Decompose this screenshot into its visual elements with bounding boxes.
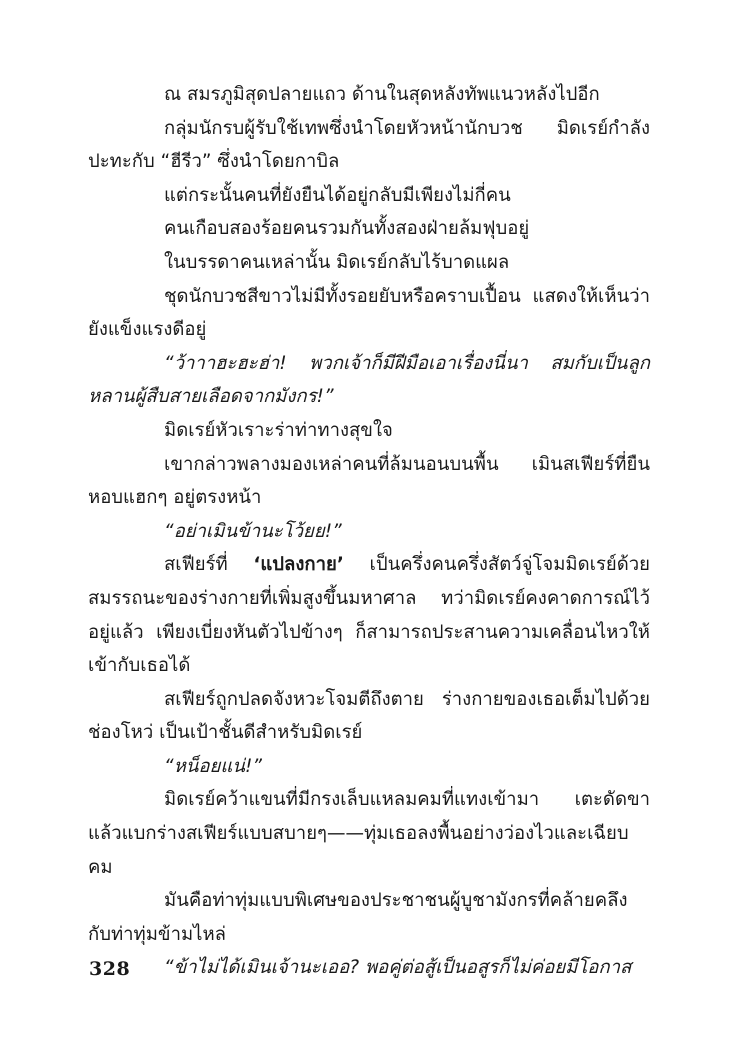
paragraph-text: สเฟียร์ที่ [164,554,254,576]
dialogue-paragraph: “หน็อยแน่!” [164,755,262,777]
paragraph: สเฟียร์ถูกปลดจังหวะโจมตีถึงตาย ร่างกายของเธอเต็มไปด้วยช่องโหว่ เป็นเป้าชั้นดีสำหรับมิดเรย์ [88,688,650,744]
dialogue-paragraph: “ว้าาาฮะฮะฮ่า! พวกเจ้าก็มีฝีมือเอาเรื่องนี่นา สมกับเป็นลูกหลานผู้สืบสายเลือดจากมังกร!” [88,352,650,408]
paragraph [88,548,650,682]
paragraph: ณ สมรภูมิสุดปลายแถว ด้านในสุดหลังทัพแนวหลังไปอีก [164,84,600,105]
paragraph: มิดเรย์คว้าแขนที่มีกรงเล็บแหลมคมที่แทงเข้ามา เตะดัดขาแล้วแบกร่างสเฟียร์แบบสบายๆ——ทุ่มเธอลงพื้นอย่างว่องไวและเฉียบคม [88,789,650,878]
page-number: 328 [89,958,131,980]
paragraph: กลุ่มนักรบผู้รับใช้เทพซึ่งนำโดยหัวหน้านักบวช มิดเรย์กำลังปะทะกับ “ฮีรีว” ซึ่งนำโดยกาบิล [88,117,650,173]
paragraph: แต่กระนั้นคนที่ยังยืนได้อยู่กลับมีเพียงไม่กี่คน [164,184,511,206]
paragraph: ในบรรดาคนเหล่านั้น มิดเรย์กลับไร้บาดแผล [164,251,510,273]
paragraph: ชุดนักบวชสีขาวไม่มีทั้งรอยยับหรือคราบเปื้อน แสดงให้เห็นว่ายังแข็งแรงดีอยู่ [88,285,650,341]
paragraph: มิดเรย์หัวเราะร่าท่าทางสุขใจ [164,419,393,441]
paragraph: คนเกือบสองร้อยคนรวมกันทั้งสองฝ่ายล้มฟุบอยู่ [164,218,530,240]
paragraph: เขากล่าวพลางมองเหล่าคนที่ล้มนอนบนพื้น เมินสเฟียร์ที่ยืนหอบแฮกๆ อยู่ตรงหน้า [88,453,650,509]
dialogue-paragraph: “ข้าไม่ได้เมินเจ้านะเออ? พอคู่ต่อสู้เป็นอสูรก็ไม่ค่อยมีโอกาส [164,957,632,979]
dialogue-paragraph: “อย่าเมินข้านะโว้ยย!” [164,520,342,542]
paragraph-text: เป็นครึ่งคนครึ่งสัตว์จู่โจมมิดเรย์ด้วยสมรรถนะของร่างกายที่เพิ่มสูงขึ้นมหาศาล ทว่ามิดเรย์คงคาดการณ์ไว้อยู่แล้ว เพียงเบี่ยงหันตัวไปข้างๆ ก็สามารถประสานความเคลื่อนไหวให้เข้ากับเธอได้ [88,554,650,677]
paragraph: มันคือท่าทุ่มแบบพิเศษของประชาชนผู้บูชามังกรที่คล้ายคลึงกับท่าทุ่มข้ามไหล่ [88,890,628,945]
emphasized-term: ‘แปลงกาย’ [253,554,344,576]
body-text [88,78,650,985]
